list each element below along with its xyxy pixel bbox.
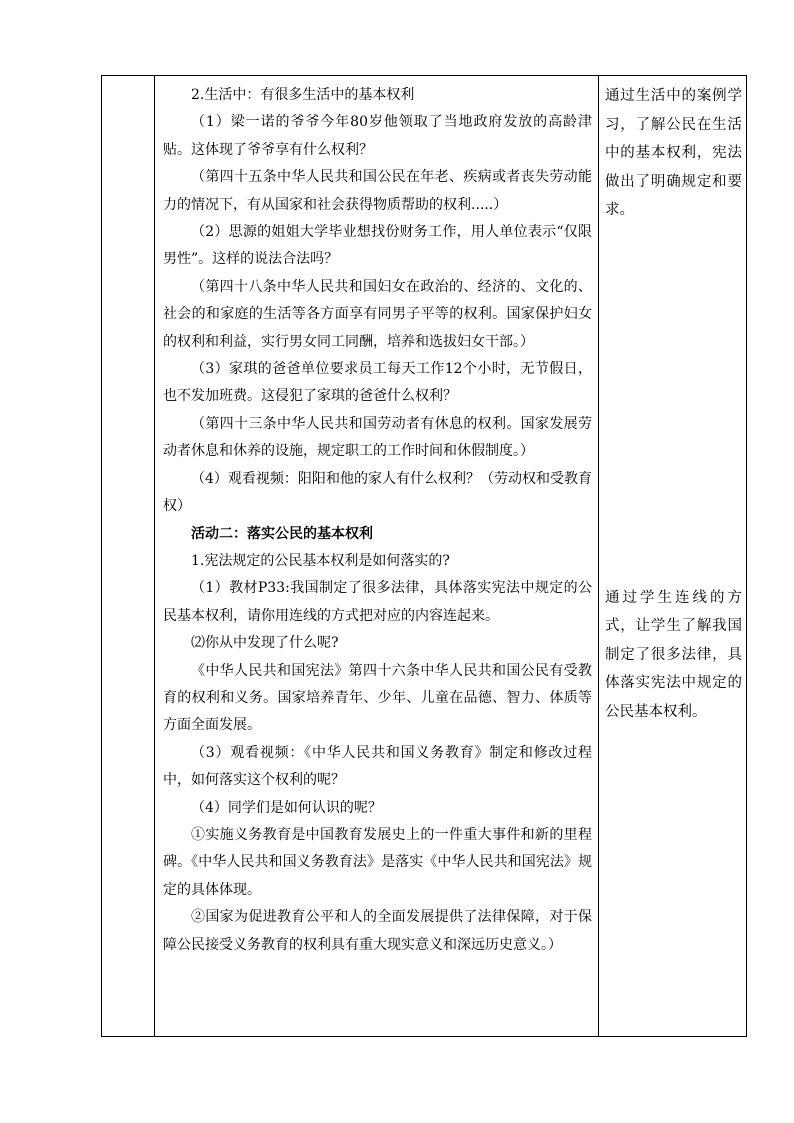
- design-note: 通过学生连线的方式，让学生了解我国制定了很多法律，具体落实宪法中规定的公民基本权利。: [605, 589, 742, 720]
- lesson-plan-table: [101, 75, 747, 1037]
- video-question-paragraph: （3）观看视频：《中华人民共和国义务教育》制定和修改过程中，如何落实这个权利的呢？: [163, 744, 592, 789]
- section-heading: 1.宪法规定的公民基本权利是如何落实的?: [191, 552, 450, 569]
- law-quote-paragraph: （第四十三条中华人民共和国劳动者有休息的权利。国家发展劳动者休息和休养的设施，规定职工的工作时间和休假制度。）: [163, 415, 592, 460]
- question-paragraph: （1）梁一诺的爷爷今年80岁他领取了当地政府发放的高龄津贴。这体现了爷爷享有什么权利？: [163, 114, 592, 158]
- question-paragraph: （1）教材P33:我国制定了很多法律，具体落实宪法中规定的公民基本权利，请你用连线的方式把对应的内容连起来。: [163, 580, 592, 624]
- law-quote-paragraph: 《中华人民共和国宪法》第四十六条中华人民共和国公民有受教育的权利和义务。国家培养青年、少年、儿童在品德、智力、体质等方面全面发展。: [163, 662, 592, 734]
- design-intent-cell: [599, 76, 747, 1037]
- question-paragraph: （4）同学们是如何认识的呢？: [191, 799, 382, 816]
- video-question-paragraph: （4）观看视频：阳阳和他的家人有什么权利？（劳动权和受教育权）: [163, 470, 592, 515]
- design-note: 通过生活中的案例学习，了解公民在生活中的基本权利，宪法做出了明确规定和要求。: [605, 88, 742, 218]
- question-paragraph: ⑵你从中发现了什么呢?: [191, 635, 339, 652]
- conclusion-paragraph: ①实施义务教育是中国教育发展史上的一件重大事件和新的里程碑。《中华人民共和国义务教育法》是落实《中华人民共和国宪法》规定的具体体现。: [163, 826, 592, 898]
- law-quote-paragraph: （第四十八条中华人民共和国妇女在政治的、经济的、文化的、社会的和家庭的生活等各方面享有同男子平等的权利。国家保护妇女的权利和利益，实行男女同工同酬，培养和选拔妇女干部。）: [163, 278, 592, 350]
- activity-heading: 活动二：落实公民的基本权利: [191, 525, 373, 542]
- table-row: [102, 76, 747, 1037]
- conclusion-paragraph: ②国家为促进教育公平和人的全面发展提供了法律保障，对于保障公民接受义务教育的权利具有重大现实意义和深远历史意义。）: [163, 909, 592, 953]
- blank-left-column: [102, 76, 155, 1037]
- section-heading: 2.生活中：有很多生活中的基本权利: [191, 87, 415, 103]
- law-quote-paragraph: （第四十五条中华人民共和国公民在年老、疾病或者丧失劳动能力的情况下，有从国家和社会获得物质帮助的权利.....）: [163, 169, 592, 213]
- question-paragraph: （2）思源的姐姐大学毕业想找份财务工作，用人单位表示“仅限男性”。这样的说法合法吗？: [163, 224, 592, 268]
- question-paragraph: （3）家琪的爸爸单位要求员工每天工作12个小时，无节假日，也不发加班费。这侵犯了家琪的爸爸什么权利？: [163, 361, 592, 405]
- teaching-content-cell: [155, 76, 599, 1037]
